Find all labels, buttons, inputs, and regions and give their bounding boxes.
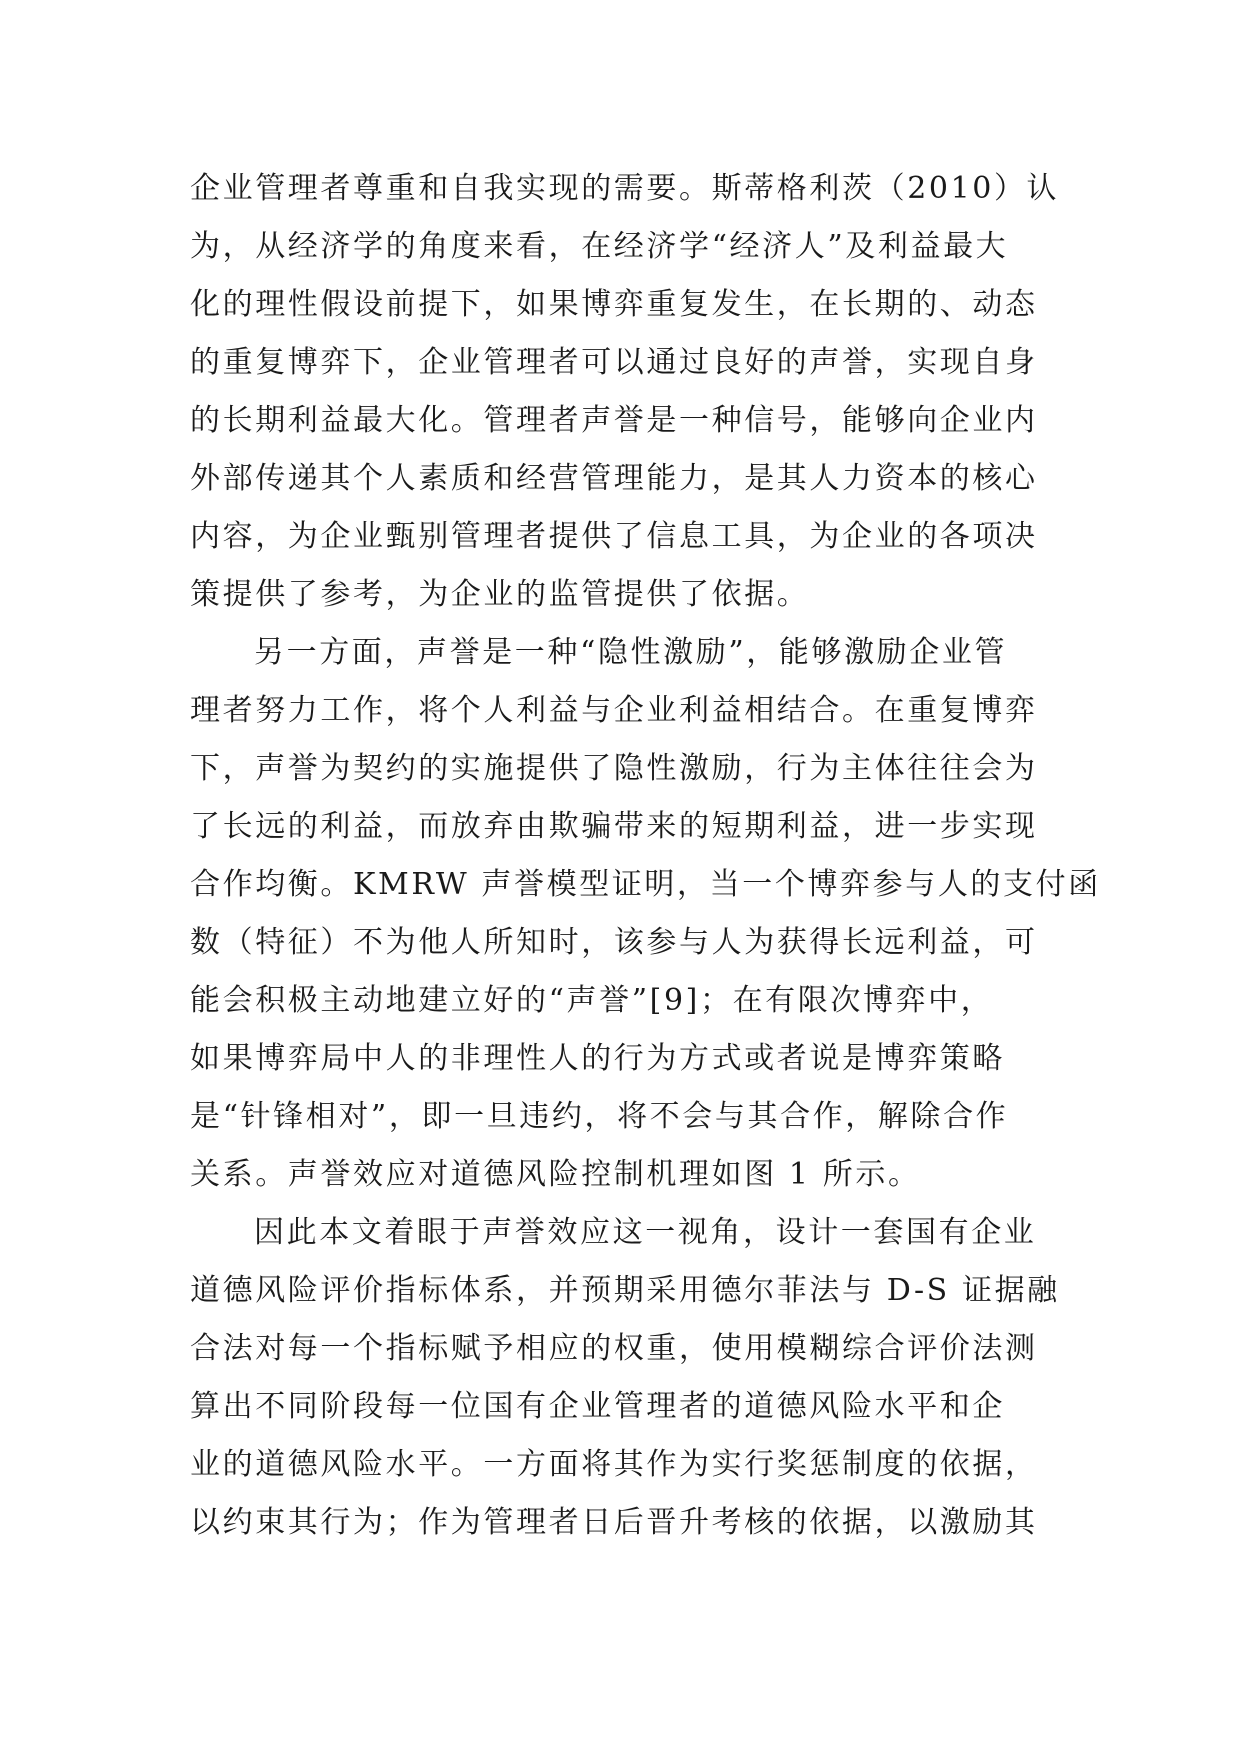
paragraph-3	[190, 1204, 1060, 1552]
text-line: 下，声誉为契约的实施提供了隐性激励，行为主体往往会为	[190, 751, 1038, 786]
text-line: 化的理性假设前提下，如果博弈重复发生，在长期的、动态	[190, 287, 1038, 322]
paragraph-1	[190, 160, 1060, 624]
text-line: 关系。声誉效应对道德风险控制机理如图 1 所示。	[190, 1157, 921, 1192]
text-line: 策提供了参考，为企业的监管提供了依据。	[190, 577, 810, 612]
text-line: 另一方面，声誉是一种“隐性激励”，能够激励企业管	[254, 635, 1008, 670]
text-line: 如果博弈局中人的非理性人的行为方式或者说是博弈策略	[190, 1041, 1005, 1076]
text-line: 的长期利益最大化。管理者声誉是一种信号，能够向企业内	[190, 403, 1038, 438]
text-line: 以约束其行为；作为管理者日后晋升考核的依据，以激励其	[190, 1505, 1038, 1540]
text-line: 了长远的利益，而放弃由欺骗带来的短期利益，进一步实现	[190, 809, 1038, 844]
text-line: 道德风险评价指标体系，并预期采用德尔菲法与 D-S 证据融	[190, 1273, 1060, 1308]
text-line: 业的道德风险水平。一方面将其作为实行奖惩制度的依据，	[190, 1447, 1038, 1482]
text-line: 是“针锋相对”，即一旦违约，将不会与其合作，解除合作	[190, 1099, 1009, 1134]
text-line: 外部传递其个人素质和经营管理能力，是其人力资本的核心	[190, 461, 1038, 496]
text-line: 为，从经济学的角度来看，在经济学“经济人”及利益最大	[190, 229, 1009, 264]
paragraph-2	[190, 624, 1101, 1204]
text-line: 合作均衡。KMRW 声誉模型证明，当一个博弈参与人的支付函	[190, 867, 1101, 902]
text-line: 企业管理者尊重和自我实现的需要。斯蒂格利茨（2010）认	[190, 171, 1060, 206]
text-line: 因此本文着眼于声誉效应这一视角，设计一套国有企业	[254, 1215, 1037, 1250]
text-line: 合法对每一个指标赋予相应的权重，使用模糊综合评价法测	[190, 1331, 1038, 1366]
text-line: 算出不同阶段每一位国有企业管理者的道德风险水平和企	[190, 1389, 1005, 1424]
text-line: 数（特征）不为他人所知时，该参与人为获得长远利益，可	[190, 925, 1038, 960]
body-text	[190, 160, 1101, 1552]
text-line: 理者努力工作，将个人利益与企业利益相结合。在重复博弈	[190, 693, 1038, 728]
text-line: 能会积极主动地建立好的“声誉”[9]；在有限次博弈中，	[190, 983, 994, 1018]
text-line: 的重复博弈下，企业管理者可以通过良好的声誉，实现自身	[190, 345, 1038, 380]
text-line: 内容，为企业甄别管理者提供了信息工具，为企业的各项决	[190, 519, 1038, 554]
